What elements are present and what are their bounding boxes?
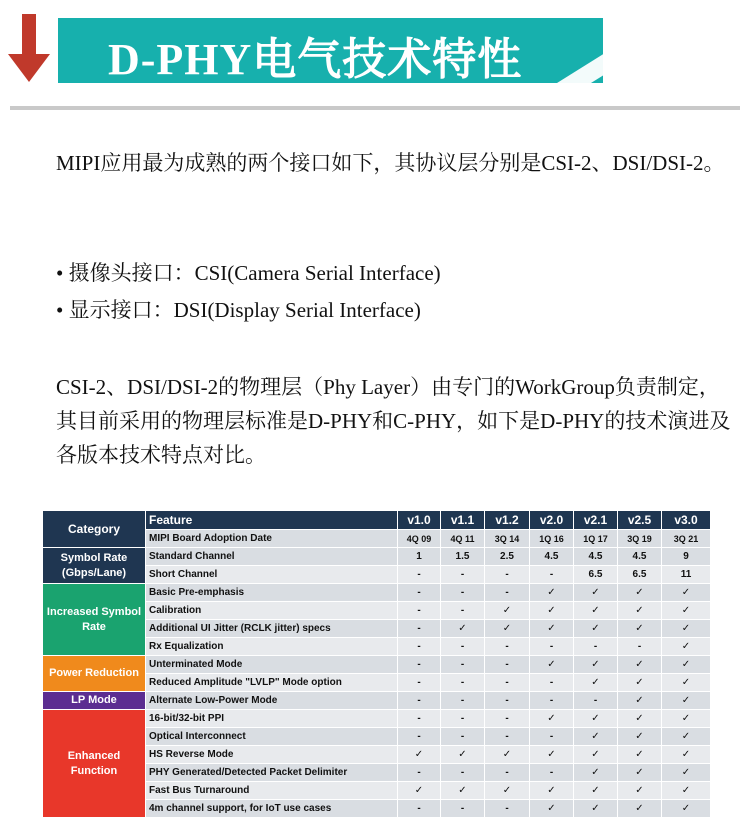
value-cell: - [398,656,441,674]
interface-list [56,255,441,329]
value-cell: ✓ [618,800,662,818]
value-cell: - [441,638,485,656]
value-cell: ✓ [662,584,711,602]
list-item: • 摄像头接口：CSI(Camera Serial Interface) [56,261,441,285]
feature-cell: Unterminated Mode [146,656,398,674]
value-cell: - [441,800,485,818]
value-cell: ✓ [574,656,618,674]
value-cell: ✓ [574,728,618,746]
value-cell: - [485,656,530,674]
value-cell: ✓ [574,800,618,818]
value-cell: - [398,800,441,818]
value-cell: ✓ [662,746,711,764]
value-cell: 1 [398,548,441,566]
value-cell: - [530,728,574,746]
value-cell: - [574,638,618,656]
value-cell: - [441,584,485,602]
value-cell: - [441,764,485,782]
value-cell: ✓ [574,602,618,620]
value-cell: 4.5 [618,548,662,566]
feature-cell: Reduced Amplitude "LVLP" Mode option [146,674,398,692]
value-cell: ✓ [530,710,574,728]
value-cell: 4Q 09 [398,530,441,548]
value-cell: - [485,584,530,602]
table-row [43,584,711,602]
table-row [43,692,711,710]
value-cell: ✓ [662,710,711,728]
header-feature: Feature [146,511,398,530]
value-cell: 11 [662,566,711,584]
header-version: v2.0 [530,511,574,530]
value-cell: - [485,800,530,818]
value-cell: ✓ [530,656,574,674]
value-cell: - [441,728,485,746]
value-cell: ✓ [618,656,662,674]
feature-cell: Standard Channel [146,548,398,566]
header-version: v3.0 [662,511,711,530]
category-cell: Power Reduction [43,656,146,692]
table-row [43,710,711,728]
value-cell: - [530,674,574,692]
value-cell: - [441,566,485,584]
feature-cell: Basic Pre-emphasis [146,584,398,602]
value-cell: - [398,638,441,656]
feature-cell: Additional UI Jitter (RCLK jitter) specs [146,620,398,638]
feature-cell: HS Reverse Mode [146,746,398,764]
value-cell: ✓ [662,782,711,800]
value-cell: - [441,674,485,692]
value-cell: - [398,764,441,782]
page-title: D-PHY电气技术特性 [108,35,523,83]
value-cell: 3Q 14 [485,530,530,548]
value-cell: ✓ [485,746,530,764]
value-cell: 4Q 11 [441,530,485,548]
value-cell: ✓ [662,800,711,818]
feature-cell: PHY Generated/Detected Packet Delimiter [146,764,398,782]
value-cell: 3Q 21 [662,530,711,548]
header-divider [10,106,740,110]
value-cell: 4.5 [530,548,574,566]
value-cell: ✓ [662,674,711,692]
value-cell: 6.5 [574,566,618,584]
value-cell: ✓ [662,692,711,710]
value-cell: - [398,728,441,746]
feature-cell: Optical Interconnect [146,728,398,746]
feature-cell: Calibration [146,602,398,620]
value-cell: ✓ [618,674,662,692]
value-cell: - [441,710,485,728]
header-version: v1.2 [485,511,530,530]
header-version: v2.1 [574,511,618,530]
value-cell: - [530,692,574,710]
value-cell: - [574,692,618,710]
comparison-table [42,510,711,818]
feature-cell: Alternate Low-Power Mode [146,692,398,710]
category-cell: Enhanced Function [43,710,146,818]
header-version: v1.1 [441,511,485,530]
value-cell: - [485,566,530,584]
feature-cell: Fast Bus Turnaround [146,782,398,800]
feature-cell: 16-bit/32-bit PPI [146,710,398,728]
category-cell: Increased Symbol Rate [43,584,146,656]
value-cell: ✓ [485,782,530,800]
header-category: Category [43,511,146,548]
value-cell: ✓ [398,746,441,764]
value-cell: ✓ [574,746,618,764]
value-cell: - [398,710,441,728]
value-cell: - [398,620,441,638]
value-cell: - [398,692,441,710]
value-cell: - [485,674,530,692]
category-cell: Symbol Rate (Gbps/Lane) [43,548,146,584]
header-version: v1.0 [398,511,441,530]
value-cell: ✓ [441,620,485,638]
feature-cell: Short Channel [146,566,398,584]
value-cell: ✓ [618,692,662,710]
feature-cell: MIPI Board Adoption Date [146,530,398,548]
value-cell: ✓ [530,800,574,818]
feature-cell: 4m channel support, for IoT use cases [146,800,398,818]
intro-paragraph: MIPI应用最为成熟的两个接口如下，其协议层分别是CSI-2、DSI/DSI-2。 [56,151,725,175]
value-cell: 9 [662,548,711,566]
value-cell: ✓ [662,728,711,746]
decorative-stripe [541,18,603,83]
value-cell: ✓ [574,620,618,638]
value-cell: - [441,656,485,674]
value-cell: ✓ [618,602,662,620]
value-cell: ✓ [530,620,574,638]
value-cell: ✓ [662,602,711,620]
value-cell: - [398,566,441,584]
value-cell: - [441,602,485,620]
value-cell: - [530,566,574,584]
value-cell: - [485,728,530,746]
value-cell: ✓ [530,746,574,764]
phy-paragraph: CSI-2、DSI/DSI-2的物理层（Phy Layer）由专门的WorkGroup负责制定，其目前采用的物理层标准是D-PHY和C-PHY，如下是D-PHY的技术演进及各版本技术特点对比。 [56,375,731,467]
value-cell: 1Q 17 [574,530,618,548]
table-header-row [43,511,711,530]
value-cell: 1Q 16 [530,530,574,548]
value-cell: ✓ [574,710,618,728]
value-cell: ✓ [485,602,530,620]
value-cell: - [441,692,485,710]
value-cell: - [485,692,530,710]
value-cell: 2.5 [485,548,530,566]
value-cell: ✓ [530,584,574,602]
table-row [43,656,711,674]
value-cell: 3Q 19 [618,530,662,548]
value-cell: ✓ [662,620,711,638]
header-version: v2.5 [618,511,662,530]
value-cell: - [398,674,441,692]
value-cell: ✓ [574,674,618,692]
value-cell: ✓ [618,764,662,782]
value-cell: 6.5 [618,566,662,584]
value-cell: - [398,584,441,602]
value-cell: - [485,638,530,656]
value-cell: ✓ [530,782,574,800]
value-cell: - [485,764,530,782]
category-cell: LP Mode [43,692,146,710]
value-cell: ✓ [485,620,530,638]
dphy-comparison-table [42,510,710,814]
value-cell: ✓ [618,782,662,800]
feature-cell: Rx Equalization [146,638,398,656]
value-cell: 4.5 [574,548,618,566]
value-cell: 1.5 [441,548,485,566]
value-cell: ✓ [618,746,662,764]
value-cell: ✓ [618,728,662,746]
value-cell: ✓ [441,746,485,764]
value-cell: ✓ [662,638,711,656]
value-cell: ✓ [574,584,618,602]
value-cell: ✓ [398,782,441,800]
value-cell: ✓ [618,620,662,638]
value-cell: ✓ [574,782,618,800]
value-cell: - [618,638,662,656]
value-cell: ✓ [618,710,662,728]
title-banner [58,18,603,83]
value-cell: - [485,710,530,728]
value-cell: ✓ [662,656,711,674]
value-cell: ✓ [618,584,662,602]
value-cell: - [530,638,574,656]
table-row [43,548,711,566]
value-cell: ✓ [574,764,618,782]
value-cell: ✓ [662,764,711,782]
down-arrow-icon [8,14,50,84]
value-cell: - [398,602,441,620]
value-cell: ✓ [441,782,485,800]
list-item: • 显示接口：DSI(Display Serial Interface) [56,298,421,322]
value-cell: - [530,764,574,782]
value-cell: ✓ [530,602,574,620]
